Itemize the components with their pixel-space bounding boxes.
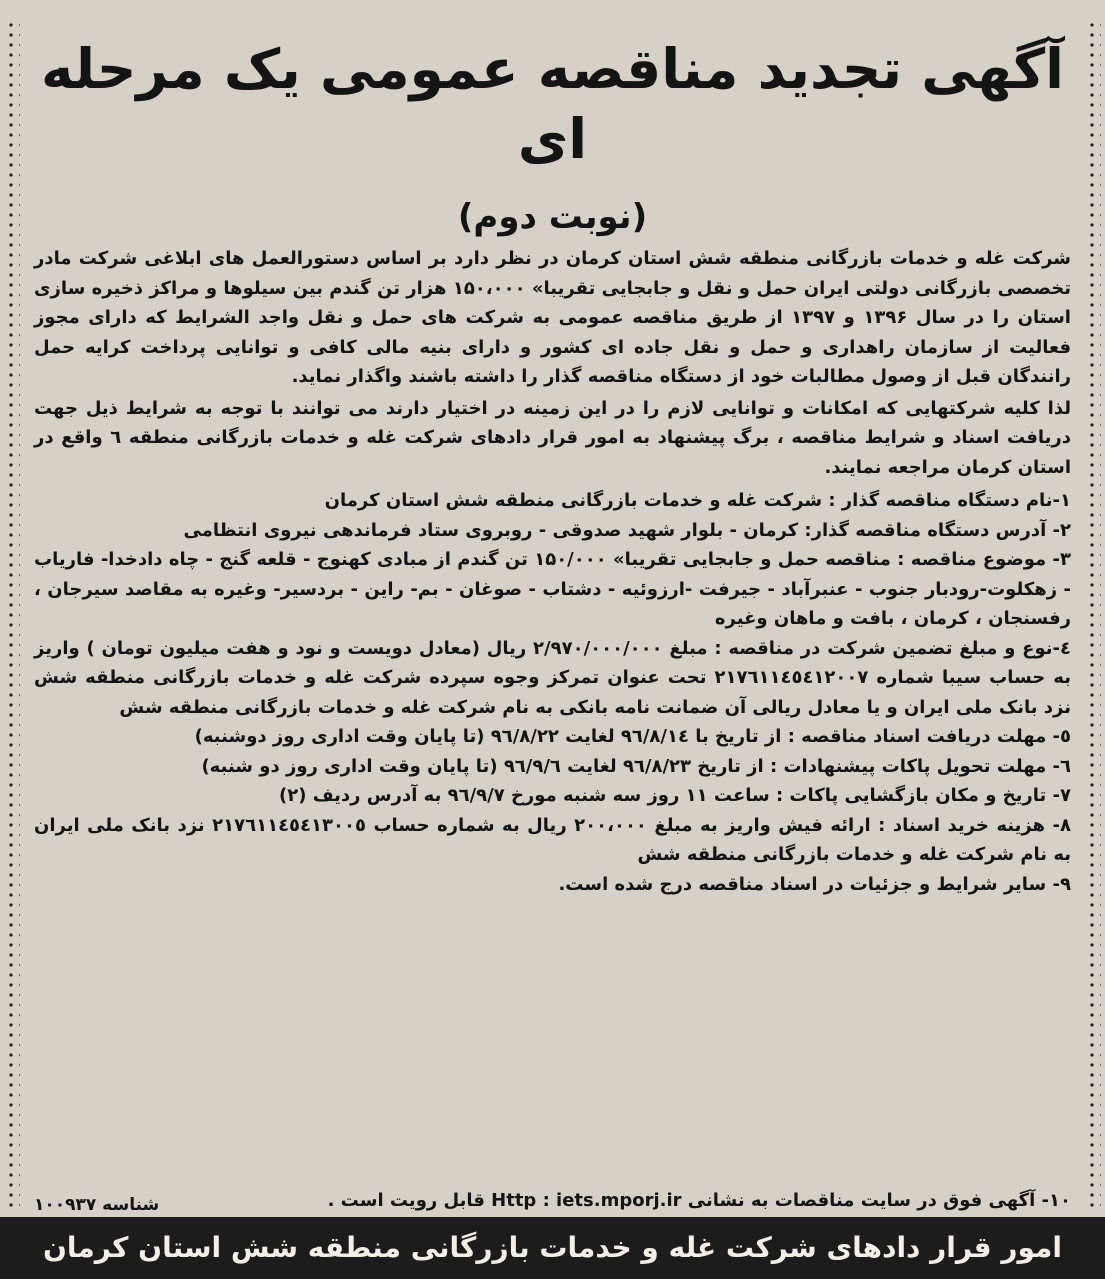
ad-subtitle: (نوبت دوم) [457, 197, 648, 237]
dotted-border-left [6, 20, 20, 1213]
intro-paragraph: شرکت غله و خدمات بازرگانی منطقه شش استان کرمان در نظر دارد بر اساس دستورالعمل های ابلاغی شرکت مادر تخصصی بازرگانی دولتی ایران حمل و نقل و جابجایی تقریبا» ۱۵۰،۰۰۰ هزار تن گندم بین سیلوها و مراکز ذخیره سازی استان را در سال ۱۳۹۶ و ۱۳۹۷ از طریق مناقصه عمومی به شرکت های حمل و نقل واجد الشرایط که دارای مجوز فعالیت از سازمان راهداری و حمل و نقل جاده ای کشور و دارای بنیه مالی کافی و توانایی پرداخت کرایه حمل رانندگان قبل از وصول مطالبات خود از دستگاه مناقصه گذار را داشته باشند واگذار نماید. [34, 248, 1071, 387]
ad-body [34, 24, 1071, 1215]
website-item: ۱۰- آگهی فوق در سایت مناقصات به نشانی Http : iets.mporj.ir قابل رویت است . [327, 1190, 1071, 1211]
condition-item: ۹- سایر شرایط و جزئیات در اسناد مناقصه درج شده است. [558, 873, 1071, 895]
condition-item: ٦- مهلت تحویل پاکات پیشنهادات : از تاریخ ۹٦/۸/۲۳ لغایت ۹٦/۹/٦ (تا پایان وقت اداری روز دو شنبه) [201, 755, 1071, 777]
invitation-paragraph: لذا کلیه شرکتهایی که امکانات و توانایی لازم را در این زمینه در اختیار دارند می توانند با توجه به شرایط ذیل جهت دریافت اسناد و شرایط مناقصه ، برگ پیشنهاد به امور قرار دادهای شرکت غله و خدمات بازرگانی منطقه ٦ واقع در استان کرمان مراجعه نمایند. [34, 397, 1071, 478]
footer-banner: امور قرار دادهای شرکت غله و خدمات بازرگانی منطقه شش استان کرمان [0, 1217, 1105, 1279]
final-row [34, 1186, 1071, 1215]
dotted-border-right [1087, 20, 1101, 1213]
condition-item: ۱-نام دستگاه مناقصه گذار : شرکت غله و خدمات بازرگانی منطقه شش استان کرمان [324, 490, 1071, 511]
ad-id: شناسه ۱۰۰۹۳۷ [34, 1195, 160, 1215]
condition-item: ۳- موضوع مناقصه : مناقصه حمل و جابجایی تقریبا» ۱۵۰/۰۰۰ تن گندم از مبادی کهنوج - قلعه گنج - چاه دادخدا- فاریاب - زهکلوت-رودبار جنوب - عنبرآباد - جیرفت -ارزوئیه - دشتاب - صوغان - بم- راین - بردسیر- وغیره به مقاصد سیرجان ، رفسنجان ، کرمان ، بافت و ماهان وغیره [34, 549, 1071, 629]
condition-item: ٤-نوع و مبلغ تضمین شرکت در مناقصه : مبلغ ۲/۹۷۰/۰۰۰/۰۰۰ ریال (معادل دویست و نود و هفت میلیون تومان ) واریز به حساب سیبا شماره ۲۱۷٦۱۱٤٥٤۱۲۰۰۷ تحت عنوان تمرکز وجوه سپرده شرکت غله و خدمات بازرگانی منطقه شش نزد بانک ملی ایران و یا معادل ریالی آن ضمانت نامه بانکی به نام شرکت غله و خدمات بازرگانی منطقه شش [34, 637, 1071, 718]
condition-item: ٥- مهلت دریافت اسناد مناقصه : از تاریخ با ۹٦/۸/۱٤ لغایت ۹٦/۸/۲۲ (تا پایان وقت اداری روز دوشنبه) [194, 726, 1071, 747]
conditions-list [34, 486, 1071, 899]
condition-item: ۷- تاریخ و مکان بازگشایی پاکات : ساعت ۱۱ روز سه شنبه مورخ ۹٦/۹/۷ به آدرس ردیف (۲) [278, 785, 1071, 806]
condition-item: ۸- هزینه خرید اسناد : ارائه فیش واریز به مبلغ ۲۰۰،۰۰۰ ریال به شماره حساب ۲۱۷٦۱۱٤٥٤۱۳۰۰٥ نزد بانک ملی ایران به نام شرکت غله و خدمات بازرگانی منطقه شش [34, 814, 1071, 865]
ad-title: آگهی تجدید مناقصه عمومی یک مرحله ای [40, 37, 1065, 171]
condition-item: ۲- آدرس دستگاه مناقصه گذار: کرمان - بلوار شهید صدوقی - روبروی ستاد فرماندهی نیروی انتظامی [183, 519, 1071, 541]
